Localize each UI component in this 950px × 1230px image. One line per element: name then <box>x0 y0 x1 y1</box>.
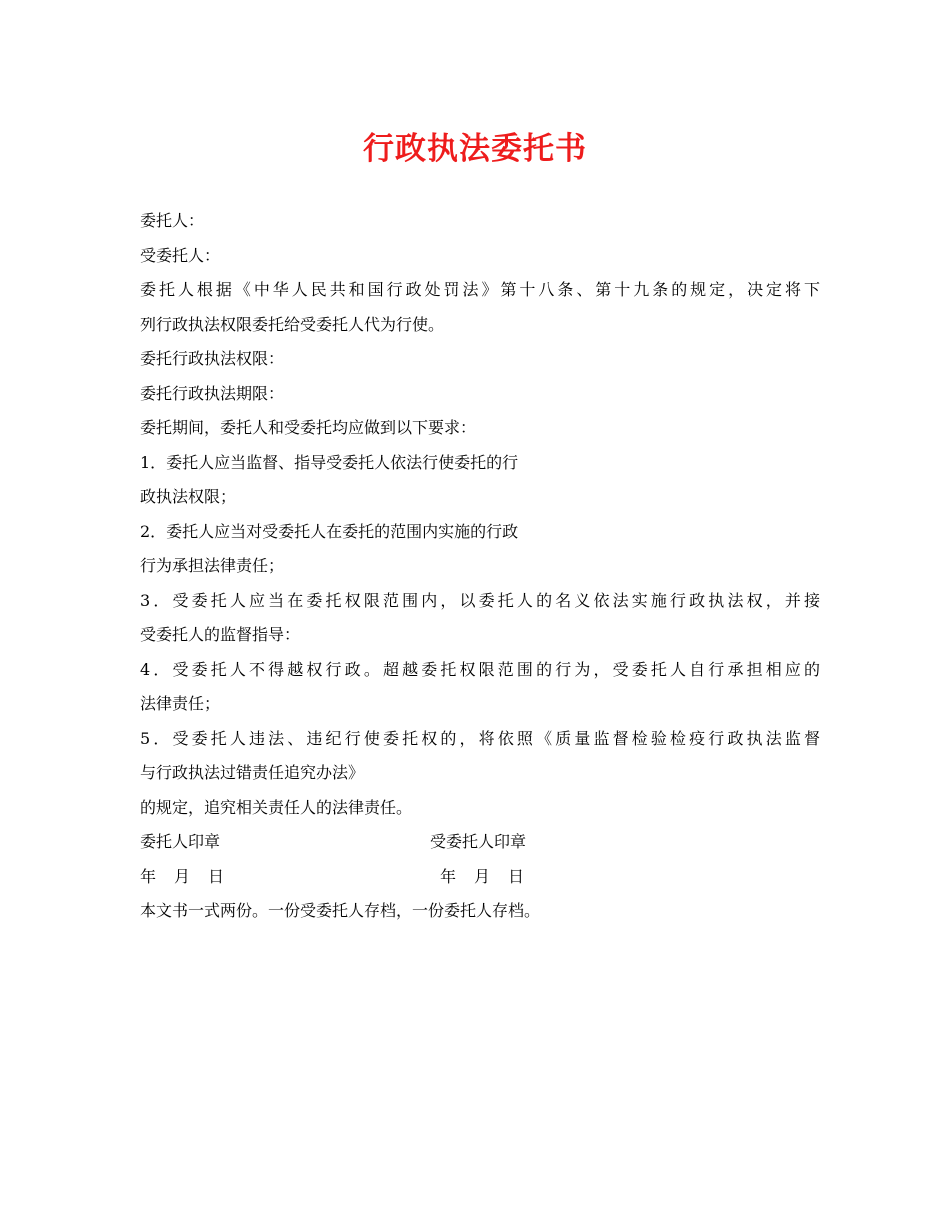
date-row <box>140 860 820 895</box>
body-line: 受委托人： <box>140 245 221 265</box>
year-label: 年 <box>140 866 157 886</box>
entrustee-date <box>440 860 524 895</box>
body-line: 委托行政执法权限： <box>140 349 285 368</box>
month-label: 月 <box>474 866 491 886</box>
body-line: 法律责任； <box>140 694 221 713</box>
month-label: 月 <box>174 866 191 886</box>
body-line: 政执法权限； <box>140 487 237 506</box>
body-line: 4．受委托人不得越权行政。超越委托权限范围的行为，受委托人自行承担相应的 <box>140 659 820 679</box>
body-line: 的规定，追究相关责任人的法律责任。 <box>140 797 413 817</box>
body-line: 与行政执法过错责任追究办法》 <box>140 763 365 782</box>
body-line: 委托期间，委托人和受委托均应做到以下要求： <box>140 418 477 437</box>
seal-row <box>140 825 820 860</box>
entrustor-date <box>140 867 224 886</box>
body-lines <box>140 204 820 825</box>
year-label: 年 <box>440 866 457 886</box>
day-label: 日 <box>208 866 225 886</box>
body-line: 委托行政执法期限： <box>140 383 285 403</box>
footer-note: 本文书一式两份。一份受委托人存档，一份委托人存档。 <box>140 901 541 920</box>
entrustee-seal-label: 受委托人印章 <box>430 832 527 851</box>
document-title: 行政执法委托书 <box>363 131 587 167</box>
body-line: 受委托人的监督指导： <box>140 625 301 644</box>
body-line: 5．受委托人违法、违纪行使委托权的，将依照《质量监督检验检疫行政执法监督 <box>140 728 820 748</box>
day-label: 日 <box>508 866 525 886</box>
body-line: 行为承担法律责任； <box>140 556 285 575</box>
document-body <box>140 204 820 929</box>
body-line: 委托人根据《中华人民共和国行政处罚法》第十八条、第十九条的规定，决定将下 <box>140 280 820 299</box>
body-line: 3．受委托人应当在委托权限范围内，以委托人的名义依法实施行政执法权，并接 <box>140 590 820 610</box>
body-line: 2．委托人应当对受委托人在委托的范围内实施的行政 <box>140 521 519 541</box>
body-line: 委托人： <box>140 211 205 230</box>
body-line: 1．委托人应当监督、指导受委托人依法行使委托的行 <box>140 452 519 472</box>
entrustor-seal-label: 委托人印章 <box>140 832 221 851</box>
body-line: 列行政执法权限委托给受委托人代为行使。 <box>140 314 445 334</box>
